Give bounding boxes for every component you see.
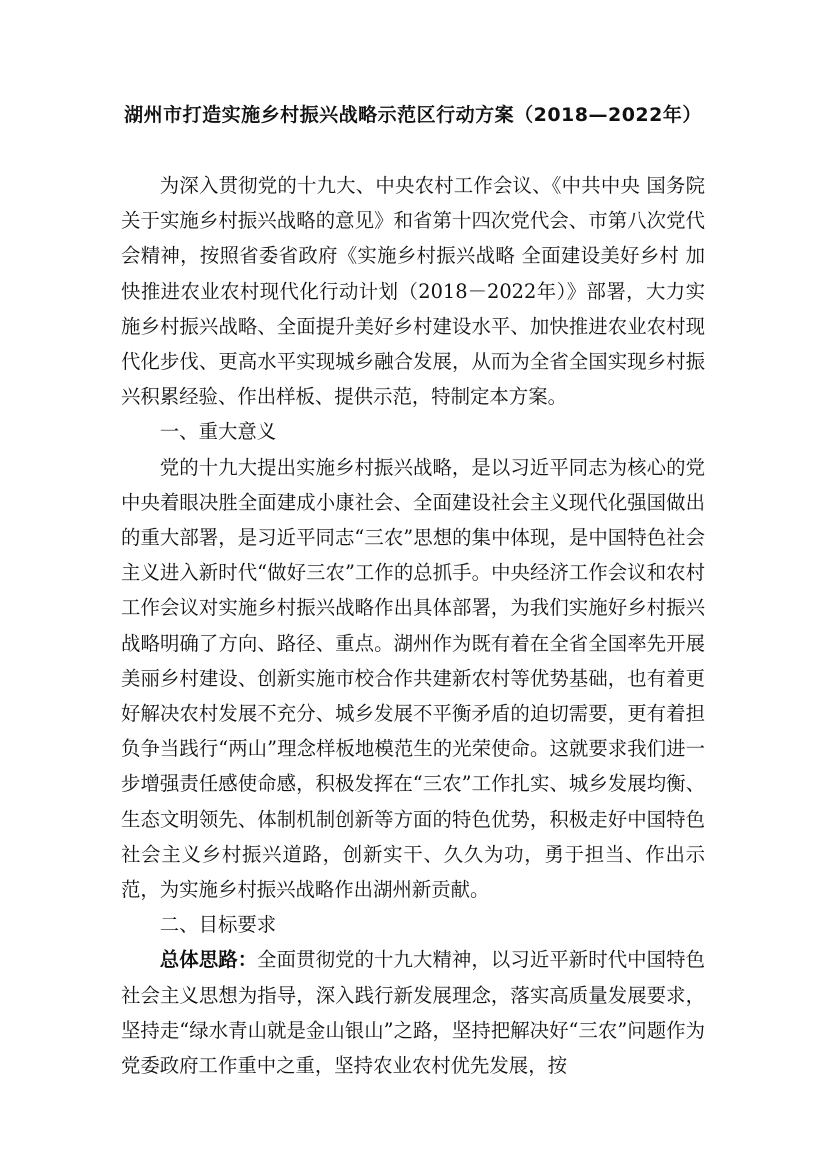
overall-approach-label: 总体思路： bbox=[159, 948, 258, 972]
section-heading-significance: 一、重大意义 bbox=[159, 420, 277, 444]
overall-approach-paragraph bbox=[121, 942, 705, 1083]
significance-paragraph: 党的十九大提出实施乡村振兴战略，是以习近平同志为核心的党中央着眼决胜全面建成小康社会、全面建设社会主义现代化强国做出的重大部署，是习近平同志“三农”思想的集中体现，是中国特色社会主义进入新时代“做好三农”工作的总抓手。中央经济工作会议和农村工作会议对实施乡村振兴战略作出具体部署，为我们实施好乡村振兴战略明确了方向、路径、重点。湖州作为既有着在全省全国率先开展美丽乡村建设、创新实施市校合作共建新农村等优势基础，也有着更好解决农村发展不充分、城乡发展不平衡矛盾的迫切需要，更有着担负争当践行“两山”理念样板地模范生的光荣使命。这就要求我们进一步增强责任感使命感，积极发挥在“三农”工作扎实、城乡发展均衡、生态文明领先、体制机制创新等方面的特色优势，积极走好中国特色社会主义乡村振兴道路，创新实干、久久为功，勇于担当、作出示范，为实施乡村振兴战略作出湖州新贡献。 bbox=[121, 455, 705, 902]
document-title: 湖州市打造实施乡村振兴战略示范区行动方案（2018—2022年） bbox=[124, 104, 702, 126]
overall-approach-text: 全面贯彻党的十九大精神，以习近平新时代中国特色社会主义思想为指导，深入践行新发展理念，落实高质量发展要求，坚持走“绿水青山就是金山银山”之路，坚持把解决好“三农”问题作为党委政府工作重中之重，坚持农业农村优先发展，按 bbox=[121, 948, 706, 1078]
section-heading-goals: 二、目标要求 bbox=[159, 913, 277, 937]
intro-paragraph: 为深入贯彻党的十九大、中央农村工作会议、《中共中央 国务院关于实施乡村振兴战略的意见》和省第十四次党代会、市第八次党代会精神，按照省委省政府《实施乡村振兴战略 全面建设美好乡村 加快推进农业农村现代化行动计划（2018－2022年）》部署，大力实施乡村振兴战略、全面提升美好乡村建设水平、加快推进农业农村现代化步伐、更高水平实现城乡融合发展，从而为全省全国实现乡村振兴积累经验、作出样板、提供示范，特制定本方案。 bbox=[121, 174, 705, 409]
document-body bbox=[121, 168, 705, 1083]
